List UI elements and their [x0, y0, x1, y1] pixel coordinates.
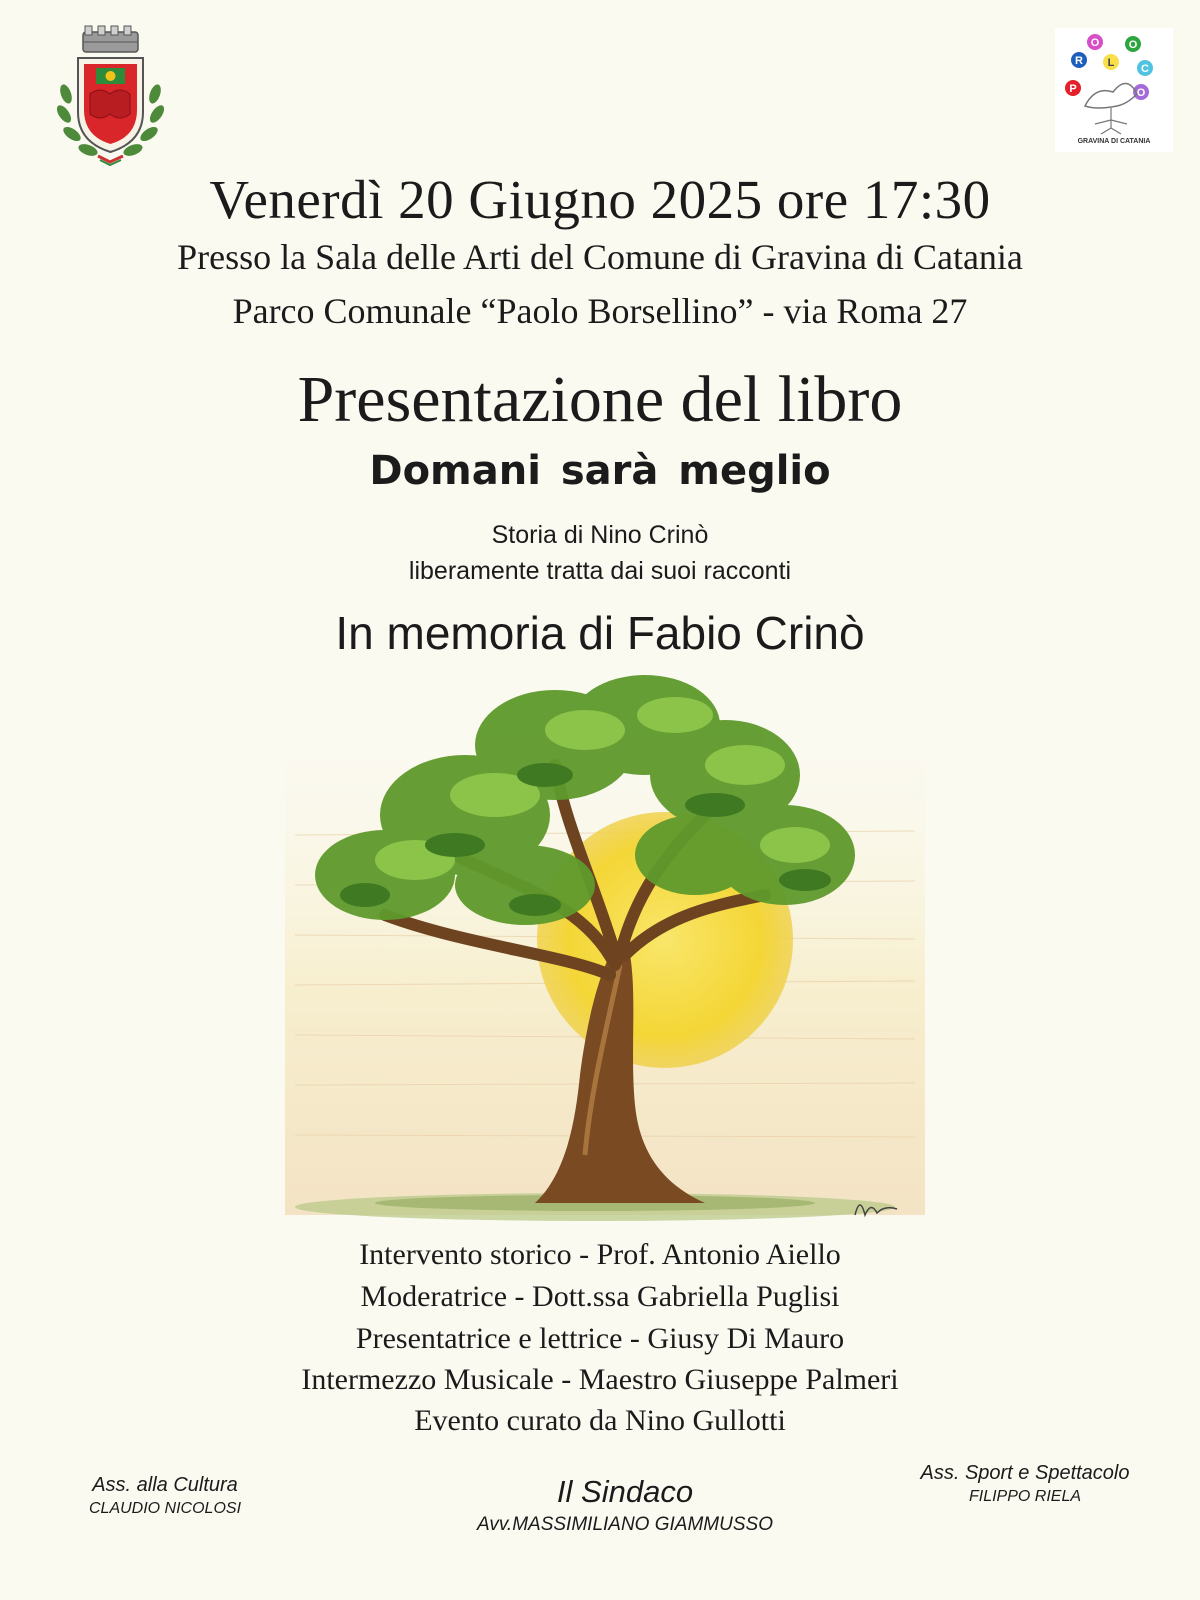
logo-caption: GRAVINA DI CATANIA — [1077, 138, 1151, 145]
signature-role: Il Sindaco — [556, 1474, 694, 1509]
credit-line: Evento curato da Nino Gullotti — [414, 1404, 786, 1437]
credit-line: Presentatrice e lettrice - Giusy Di Mauro — [355, 1322, 845, 1355]
signature-name: Avv.MASSIMILIANO GIAMMUSSO — [477, 1514, 773, 1535]
venue-name: Presso la Sala delle Arti del Comune di Gravina di Catania — [177, 237, 1023, 277]
credit-line: Intervento storico - Prof. Antonio Aiello — [359, 1238, 841, 1271]
signature-name: CLAUDIO NICOLOSI — [88, 1500, 242, 1517]
venue-address: Parco Comunale “Paolo Borsellino” - via Roma 27 — [232, 291, 968, 331]
logo-letter: R — [1075, 55, 1083, 67]
credit-line: Intermezzo Musicale - Maestro Giuseppe Palmeri — [301, 1363, 899, 1396]
signature-name: FILIPPO RIELA — [968, 1488, 1082, 1505]
logo-letter: L — [1107, 57, 1115, 69]
signature-sport-councillor — [905, 1462, 1145, 1506]
coat-of-arms-icon — [48, 24, 173, 169]
pro-loco-logo-icon — [1055, 28, 1173, 138]
signature-mayor — [450, 1474, 800, 1536]
olive-tree-illustration — [265, 655, 945, 1245]
signature-role: Ass. Sport e Spettacolo — [920, 1462, 1130, 1484]
memorial-dedication: In memoria di Fabio Crinò — [335, 607, 865, 659]
logo-letter: P — [1069, 83, 1077, 95]
book-subtitle: Storia di Nino Crinò — [491, 521, 709, 549]
book-title: Domani sarà meglio — [369, 448, 831, 494]
logo-letter: C — [1141, 63, 1149, 75]
pro-loco-logo — [1055, 28, 1173, 152]
event-headline: Presentazione del libro — [297, 363, 903, 436]
signature-role: Ass. alla Cultura — [92, 1474, 238, 1496]
logo-letter: O — [1090, 37, 1100, 49]
event-date-time: Venerdì 20 Giugno 2025 ore 17:30 — [209, 169, 991, 230]
signature-culture-councillor — [60, 1474, 270, 1518]
municipal-crest — [48, 24, 173, 169]
credit-line: Moderatrice - Dott.ssa Gabriella Puglisi — [360, 1280, 840, 1313]
olive-tree-sun-icon — [265, 655, 945, 1245]
book-subtitle-note: liberamente tratta dai suoi racconti — [408, 557, 792, 585]
logo-letter: O — [1128, 39, 1138, 51]
logo-letter: O — [1136, 87, 1146, 99]
